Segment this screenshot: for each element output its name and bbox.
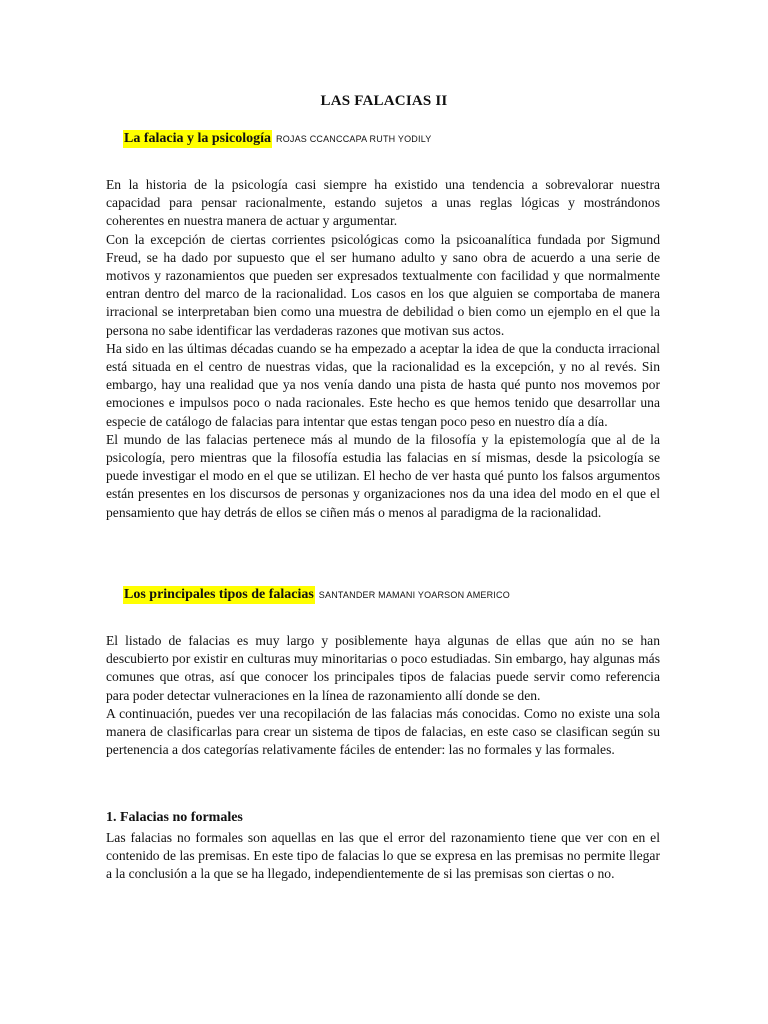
paragraph: El listado de falacias es muy largo y posiblemente haya algunas de ellas que aún no se han descubierto por existir en culturas muy minoritarias o poco estudiadas. Sin embargo, hay algunas más comunes que otras, así que conocer los principales tipos de falacias puede servir como referencia para poder detectar vulneraciones en la línea de razonamiento allí donde se den. — [106, 633, 660, 703]
section-heading-tipos — [123, 585, 510, 603]
paragraph: A continuación, puedes ver una recopilación de las falacias más conocidas. Como no existe una sola manera de clasificarlas para crear un sistema de tipos de falacias, en este caso se clasifican según su pertenencia a dos categorías relativamente fáciles de entender: las no formales y las formales. — [106, 705, 660, 758]
paragraph: El mundo de las falacias pertenece más al mundo de la filosofía y la epistemología que al de la psicología, pero mientras que la filosofía estudia las falacias en sí mismas, desde la psicología se puede investigar el modo en el que se utilizan. El hecho de ver hasta qué punto los falsos argumentos están presentes en los discursos de personas y organizaciones nos da una idea del modo en el que el pensamiento que hay detrás de ellos se ciñen más o menos al paradigma de la racionalidad. — [106, 431, 660, 520]
section-heading-text: Los principales tipos de falacias — [124, 587, 314, 602]
section-heading-text: La falacia y la psicología — [124, 131, 271, 146]
section-body-tipos — [106, 632, 660, 759]
paragraph: Ha sido en las últimas décadas cuando se ha empezado a aceptar la idea de que la conducta irracional está situada en el centro de nuestras vidas, que la racionalidad es la excepción, y no al revés. Sin embargo, hay una realidad que ya nos venía dando una pista de hasta qué punto nos movemos por emociones e impulsos poco o nada racionales. Este hecho es que hemos tenido que desarrollar una especie de catálogo de falacias para intentar que estas tengan poco peso en nuestro día a día. — [106, 340, 660, 429]
paragraph: Las falacias no formales son aquellas en las que el error del razonamiento tiene que ver con en el contenido de las premisas. En este tipo de falacias lo que se expresa en las premisas no permite llegar a la conclusión a la que se ha llegado, independientemente de si las premisas son ciertas o no. — [106, 830, 660, 882]
subsection-heading: 1. Falacias no formales — [106, 810, 243, 825]
section-body-psicologia — [106, 176, 660, 522]
section-author: ROJAS CCANCCAPA RUTH YODILY — [276, 134, 432, 144]
section-heading-psicologia — [123, 129, 431, 147]
subsection-body — [106, 829, 660, 884]
paragraph: Con la excepción de ciertas corrientes psicológicas como la psicoanalítica fundada por Sigmund Freud, se ha dado por supuesto que el ser humano adulto y sano obra de acuerdo a una serie de motivos y razonamientos que pueden ser expresados textualmente con facilidad y que normalmente entran dentro del marco de la racionalidad. Los casos en los que alguien se comportaba de manera irracional se interpretaban bien como una muestra de debilidad o bien como un ejemplo en el que la persona no sabe identificar las verdaderas razones que motivan sus actos. — [106, 231, 660, 338]
document-title: LAS FALACIAS II — [320, 93, 448, 109]
paragraph: En la historia de la psicología casi siempre ha existido una tendencia a sobrevalorar nuestra capacidad para pensar racionalmente, estando sujetos a unas reglas lógicas y mostrándonos coherentes en nuestra manera de actuar y argumentar. — [106, 177, 660, 229]
section-author: SANTANDER MAMANI YOARSON AMERICO — [318, 590, 510, 600]
